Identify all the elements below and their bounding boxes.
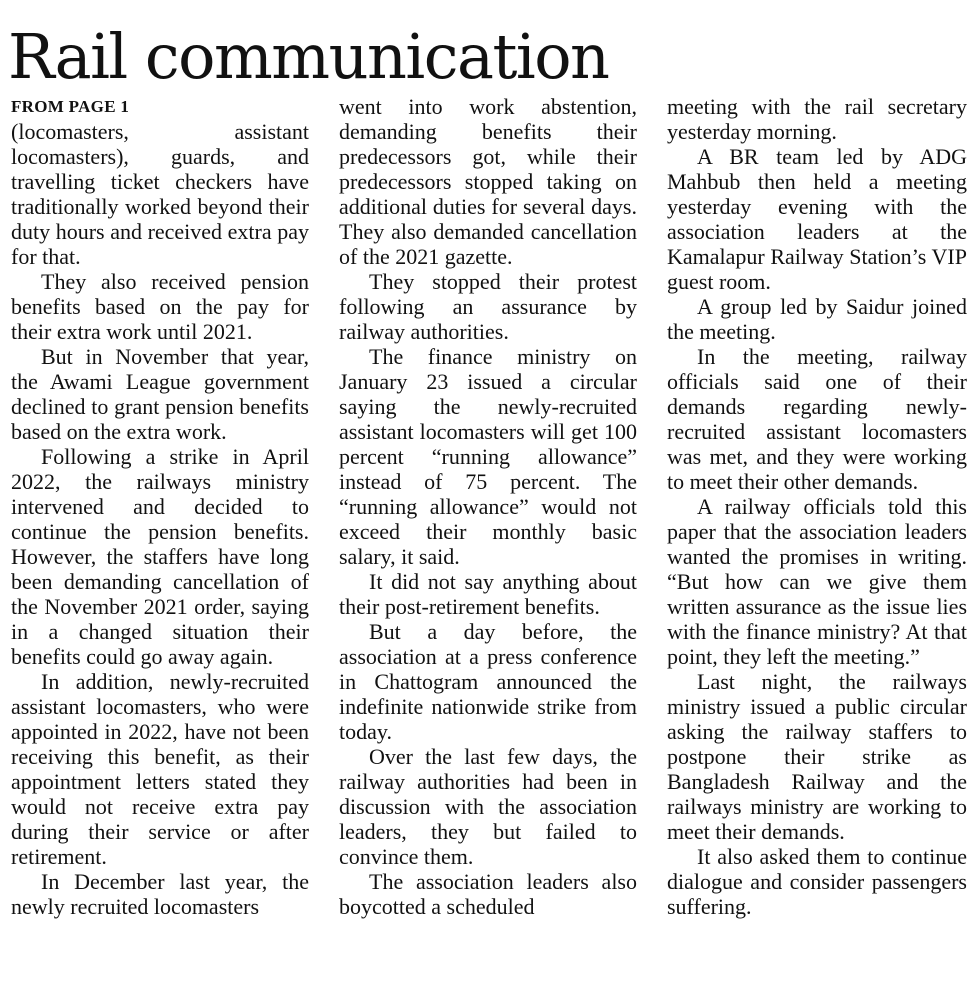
paragraph: A railway officials told this paper that the association leaders wanted the promises in writing. “But how can we give them written assurance as the issue lies with the finance ministry? At that point, they left the meeting.” xyxy=(667,494,967,669)
paragraph: A group led by Saidur joined the meeting. xyxy=(667,294,967,344)
paragraph: Last night, the railways ministry issued a public circular asking the railway staffers to postpone their strike as Bangladesh Railway and the railways ministry are working to meet their demands. xyxy=(667,669,967,844)
paragraph: In December last year, the newly recruited locomasters xyxy=(11,869,309,919)
paragraph: The association leaders also boycotted a scheduled xyxy=(339,869,637,919)
paragraph: In the meeting, railway officials said one of their demands regarding newly-recruited assistant locomasters was met, and they were working to meet their other demands. xyxy=(667,344,967,494)
article-column-1 xyxy=(11,94,309,919)
paragraph: It did not say anything about their post-retirement benefits. xyxy=(339,569,637,619)
paragraph: Following a strike in April 2022, the railways ministry intervened and decided to continue the pension benefits. However, the staffers have long been demanding cancellation of the November 2021 order, saying in a changed situation their benefits could go away again. xyxy=(11,444,309,669)
headline: Rail communication xyxy=(8,20,609,93)
paragraph: In addition, newly-recruited assistant locomasters, who were appointed in 2022, have not been receiving this benefit, as their appointment letters stated they would not receive extra pay during their service or after retirement. xyxy=(11,669,309,869)
paragraph: But in November that year, the Awami League government declined to grant pension benefits based on the extra work. xyxy=(11,344,309,444)
paragraph: They also received pension benefits based on the pay for their extra work until 2021. xyxy=(11,269,309,344)
paragraph: It also asked them to continue dialogue and consider passengers suffering. xyxy=(667,844,967,919)
paragraph: Over the last few days, the railway authorities had been in discussion with the association leaders, they but failed to convince them. xyxy=(339,744,637,869)
paragraph: But a day before, the association at a press conference in Chattogram announced the indefinite nationwide strike from today. xyxy=(339,619,637,744)
article-column-3 xyxy=(667,94,967,919)
jump-line: FROM PAGE 1 xyxy=(11,97,130,116)
article-column-2 xyxy=(339,94,637,919)
paragraph: went into work abstention, demanding benefits their predecessors got, while their predecessors stopped taking on additional duties for several days. They also demanded cancellation of the 2021 gazette. xyxy=(339,94,637,269)
paragraph: A BR team led by ADG Mahbub then held a meeting yesterday evening with the association leaders at the Kamalapur Railway Station’s VIP guest room. xyxy=(667,144,967,294)
paragraph: They stopped their protest following an assurance by railway authorities. xyxy=(339,269,637,344)
paragraph: The finance ministry on January 23 issued a circular saying the newly-recruited assistant locomasters will get 100 percent “running allowance” instead of 75 percent. The “running allowance” would not exceed their monthly basic salary, it said. xyxy=(339,344,637,569)
paragraph: meeting with the rail secretary yesterday morning. xyxy=(667,94,967,144)
paragraph: (locomasters, assistant locomasters), guards, and travelling ticket checkers have traditionally worked beyond their duty hours and received extra pay for that. xyxy=(11,119,309,269)
